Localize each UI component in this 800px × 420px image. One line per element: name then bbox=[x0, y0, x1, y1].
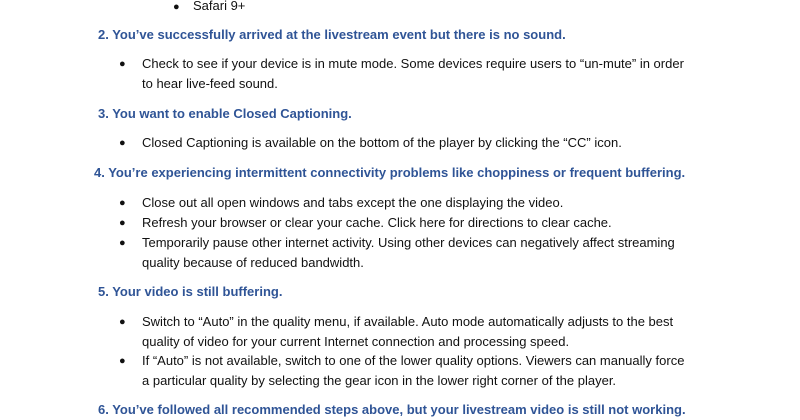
section-heading: 3. You want to enable Closed Captioning. bbox=[98, 106, 352, 121]
bullet-marker: ● bbox=[119, 237, 126, 249]
section-heading: 6. You’ve followed all recommended steps above, but your livestream video is still not working. bbox=[98, 402, 686, 417]
list-item-text: quality because of reduced bandwidth. bbox=[142, 255, 364, 270]
list-item-text: Close out all open windows and tabs except the one displaying the video. bbox=[142, 195, 564, 210]
bullet-marker: ● bbox=[173, 1, 180, 13]
bullet-marker: ● bbox=[119, 355, 126, 367]
list-item-text: a particular quality by selecting the gear icon in the lower right corner of the player. bbox=[142, 373, 617, 388]
bullet-marker: ● bbox=[119, 197, 126, 209]
bullet-marker: ● bbox=[119, 58, 126, 70]
list-item-text: Closed Captioning is available on the bottom of the player by clicking the “CC” icon. bbox=[142, 135, 622, 150]
list-item-text: Check to see if your device is in mute mode. Some devices require users to “un-mute” in order bbox=[142, 56, 684, 71]
list-item-text: Temporarily pause other internet activity. Using other devices can negatively affect streaming bbox=[142, 235, 675, 250]
list-item-text: quality of video for your current Internet connection and processing speed. bbox=[142, 334, 570, 349]
bullet-marker: ● bbox=[119, 217, 126, 229]
list-item-text: Refresh your browser or clear your cache. Click here for directions to clear cache. bbox=[142, 215, 612, 230]
list-item-text: If “Auto” is not available, switch to one of the lower quality options. Viewers can manually force bbox=[142, 353, 685, 368]
section-heading: 5. Your video is still buffering. bbox=[98, 284, 283, 299]
bullet-marker: ● bbox=[119, 316, 126, 328]
bullet-marker: ● bbox=[119, 137, 126, 149]
section-heading: 4. You’re experiencing intermittent connectivity problems like choppiness or frequent buffering. bbox=[94, 165, 686, 180]
list-item-text: to hear live-feed sound. bbox=[142, 76, 278, 91]
section-heading: 2. You’ve successfully arrived at the livestream event but there is no sound. bbox=[98, 27, 566, 42]
list-item-text: Switch to “Auto” in the quality menu, if available. Auto mode automatically adjusts to the best bbox=[142, 314, 674, 329]
list-item-text: Safari 9+ bbox=[193, 0, 246, 13]
